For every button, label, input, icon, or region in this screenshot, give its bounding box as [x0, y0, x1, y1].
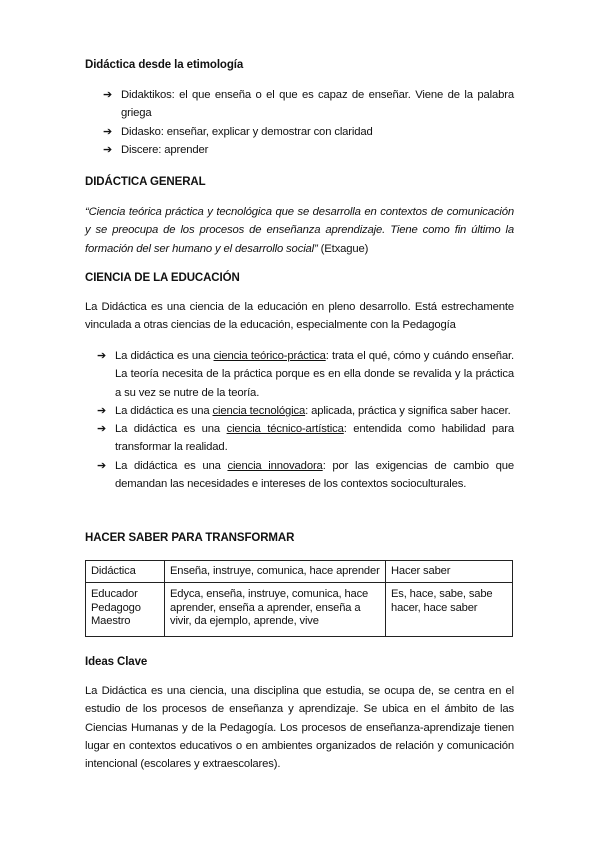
- term-underlined: ciencia tecnológica: [212, 404, 306, 417]
- hacer-saber-table-wrap: [85, 560, 514, 637]
- heading-etimologia: Didáctica desde la etimología: [85, 59, 244, 71]
- term-underlined: ciencia técnico-artística: [226, 423, 344, 436]
- arrow-bullet-icon: ➔: [97, 459, 107, 472]
- quote-text: “Ciencia teórica práctica y tecnológica que se desarrolla en contextos de comunicación y se preocupa de los procesos de enseñanza aprendizaje. Tiene como fin último la formación del ser humano y el desarrollo social”: [85, 206, 514, 255]
- arrow-bullet-icon: ➔: [103, 89, 113, 101]
- ideas-paragraph: La Didáctica es una ciencia, una disciplina que estudia, se ocupa de, se centra en el estudio de los procesos de enseñanza y aprendizaje. Se ubica en el ámbito de las Ciencias Humanas y de la Pedagogía. Los procesos de enseñanza-aprendizaje tienen lugar en contextos educativos o en ambientes organizados de relación y comunicación intencional (escolares y extraescolares).: [85, 685, 514, 771]
- list-item-prefix: La didáctica es una: [115, 404, 213, 417]
- list-item: [103, 141, 514, 159]
- term-underlined: ciencia teórico-práctica: [213, 350, 326, 362]
- table-cell: Edyca, enseña, instruye, comunica, hace aprender, enseña a aprender, enseña a vivir, da ejemplo, aprende, vive: [165, 583, 386, 637]
- term-underlined: ciencia innovadora: [227, 459, 323, 472]
- list-item-prefix: La didáctica es una: [115, 423, 227, 436]
- list-item-prefix: La didáctica es una: [115, 350, 214, 362]
- list-item-text: Didaktikos: el que enseña o el que es capaz de enseñar. Viene de la palabra griega: [121, 89, 514, 120]
- arrow-bullet-icon: ➔: [97, 404, 107, 417]
- table-row: [86, 561, 513, 583]
- role-educador: Educador: [91, 588, 138, 600]
- list-item: [97, 457, 514, 494]
- arrow-bullet-icon: ➔: [103, 143, 113, 156]
- role-maestro: Maestro: [91, 615, 131, 627]
- table-cell: Didáctica: [86, 561, 165, 583]
- quote-attribution: (Etxague): [317, 242, 369, 255]
- list-item-text: Didasko: enseñar, explicar y demostrar con claridad: [121, 125, 373, 138]
- list-item-rest: : trata el qué, cómo y cuándo enseñar. La teoría necesita de la práctica porque es en ella donde se revalida y la práctica a su vez se nutre de la teoría.: [115, 350, 514, 399]
- list-item-rest: : por las exigencias de cambio que demandan las necesidades e intereses de los contextos socioculturales.: [115, 459, 514, 491]
- list-item: [103, 86, 514, 123]
- heading-didactica-general: DIDÁCTICA GENERAL: [85, 176, 206, 188]
- list-item: [97, 347, 514, 402]
- list-item-text: Discere: aprender: [121, 143, 209, 156]
- table-cell: Enseña, instruye, comunica, hace aprender: [165, 561, 386, 583]
- role-pedagogo: Pedagogo: [91, 601, 141, 614]
- list-item: [97, 420, 514, 457]
- table-cell: [86, 583, 165, 637]
- arrow-bullet-icon: ➔: [103, 125, 113, 138]
- etimologia-list: [103, 86, 514, 159]
- list-item-prefix: La didáctica es una: [115, 459, 228, 472]
- definition-quote: [85, 203, 514, 258]
- hacer-saber-table: [85, 560, 513, 637]
- table-cell: Hacer saber: [386, 561, 513, 583]
- table-row: [86, 583, 513, 637]
- arrow-bullet-icon: ➔: [97, 350, 107, 362]
- ciencia-intro: La Didáctica es una ciencia de la educación en pleno desarrollo. Está estrechamente vinculada a otras ciencias de la educación, especialmente con la Pedagogía: [85, 301, 514, 332]
- list-item-rest: : entendida como habilidad para transformar la realidad.: [115, 423, 514, 454]
- heading-hacer-saber: HACER SABER PARA TRANSFORMAR: [85, 532, 295, 544]
- ciencia-list: [97, 347, 514, 493]
- heading-ciencia-educacion: CIENCIA DE LA EDUCACIÓN: [85, 272, 240, 284]
- table-cell: Es, hace, sabe, sabe hacer, hace saber: [386, 583, 513, 637]
- list-item-rest: : aplicada, práctica y significa saber hacer.: [305, 404, 511, 417]
- arrow-bullet-icon: ➔: [97, 423, 107, 436]
- list-item: [97, 402, 514, 420]
- list-item: [103, 123, 514, 141]
- heading-ideas-clave: Ideas Clave: [85, 656, 148, 668]
